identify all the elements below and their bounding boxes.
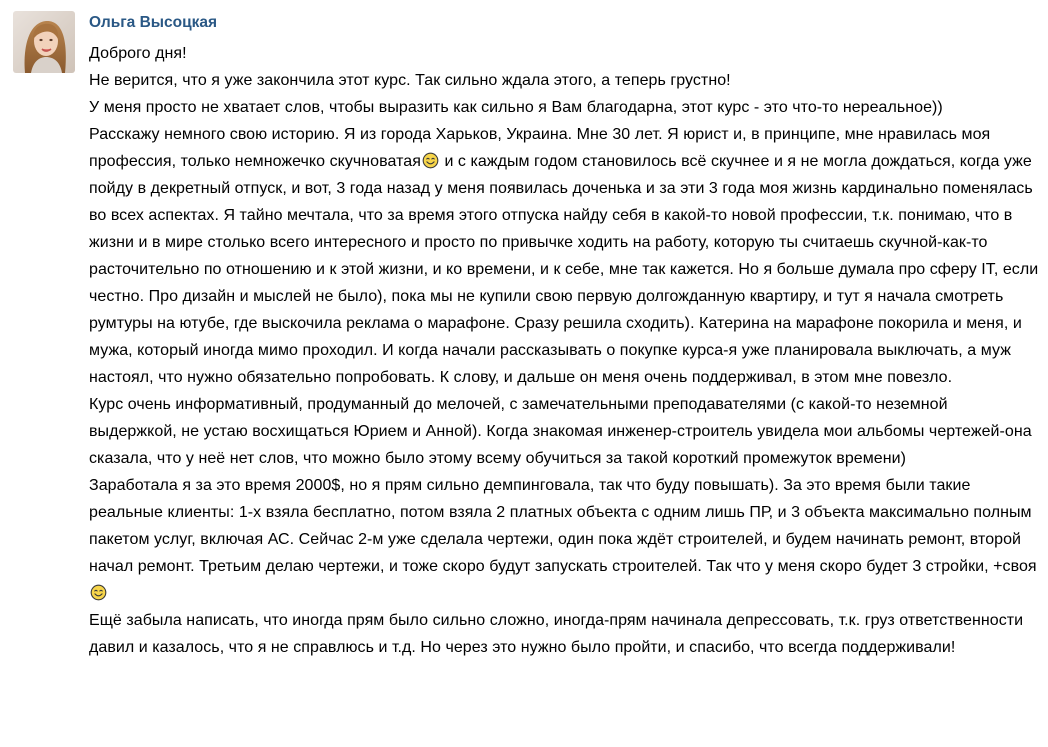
- paragraph-text: Расскажу немного свою историю. Я из города Харьков, Украина. Мне 30 лет. Я юрист и, в принципе, мне нравилась моя профессия, только немножечко скучноватая: [89, 126, 991, 170]
- user-avatar-icon: [13, 11, 75, 73]
- paragraph-text: Ещё забыла написать, что иногда прям было сильно сложно, иногда-прям начинала депрессовать, т.к. груз ответственности давил и казалось, что я не справлюсь и т.д. Но через это нужно было пройти, и спасибо, что всегда поддерживали!: [89, 612, 1024, 656]
- comment-paragraph: [89, 40, 1039, 67]
- comment-paragraph: [89, 391, 1039, 472]
- smile-emoji-icon: [90, 583, 107, 600]
- paragraph-text: и с каждым годом становилось всё скучнее и я не могла дождаться, когда уже пойду в декретный отпуск, и вот, 3 года назад у меня появилась доченька и за эти 3 года моя жизнь кардинально поменялась во всех аспектах. Я тайно мечтала, что за время этого отпуска найду себя в какой-то новой профессии, т.к. понимаю, что в жизни и в мире столько всего интересного и просто по привычке ходить на работу, которую ты считаешь скучной-как-то расточительно по отношению и к этой жизни, и ко времени, и к себе, мне так кажется. Но я больше думала про сферу IT, если честно. Про дизайн и мыслей не было), пока мы не купили свою первую долгожданную квартиру, и тут я начала смотреть румтуры на ютубе, где выскочила реклама о марафоне. Сразу решила сходить). Катерина на марафоне покорила и меня, и мужа, который иногда мимо проходил. И когда начали рассказывать о покупке курса-я уже планировала выключать, а муж настоял, что нужно обязательно попробовать. К слову, и дальше он меня очень поддерживал, в этом мне повезло.: [89, 153, 1039, 386]
- author-avatar[interactable]: [13, 11, 75, 73]
- paragraph-text: Не верится, что я уже закончила этот курс. Так сильно ждала этого, а теперь грустно!: [89, 72, 731, 89]
- paragraph-text: Заработала я за это время 2000$, но я прям сильно демпинговала, так что буду повышать). За это время были такие реальные клиенты: 1-х взяла бесплатно, потом взяла 2 платных объекта с одним лишь ПР, и 3 объекта максимально полным пакетом услуг, включая АС. Сейчас 2-м уже сделала чертежи, один пока ждёт строителей, и будем начинать ремонт, второй начал ремонт. Третьим делаю чертежи, и тоже скоро будут запускать строителей. Так что у меня скоро будет 3 стройки, +своя: [89, 477, 1037, 575]
- smile-emoji-icon: [422, 151, 439, 168]
- comment-content: [89, 10, 1039, 661]
- comment-paragraph: [89, 472, 1039, 607]
- comment-paragraph: [89, 94, 1039, 121]
- comment-paragraph: [89, 121, 1039, 391]
- comment-paragraph: [89, 607, 1039, 661]
- paragraph-text: У меня просто не хватает слов, чтобы выразить как сильно я Вам благодарна, этот курс - это что-то нереальное)): [89, 99, 943, 116]
- comment-paragraph: [89, 67, 1039, 94]
- comment-body: [89, 40, 1039, 661]
- paragraph-text: Доброго дня!: [89, 45, 187, 62]
- author-name-link[interactable]: Ольга Высоцкая: [89, 14, 218, 31]
- paragraph-text: Курс очень информативный, продуманный до мелочей, с замечательными преподавателями (с какой-то неземной выдержкой, не устаю восхищаться Юрием и Анной). Когда знакомая инженер-строитель увидела мои альбомы чертежей-она сказала, что у неё нет слов, что можно было этому всему обучиться за такой короткий промежуток времени): [89, 396, 1032, 467]
